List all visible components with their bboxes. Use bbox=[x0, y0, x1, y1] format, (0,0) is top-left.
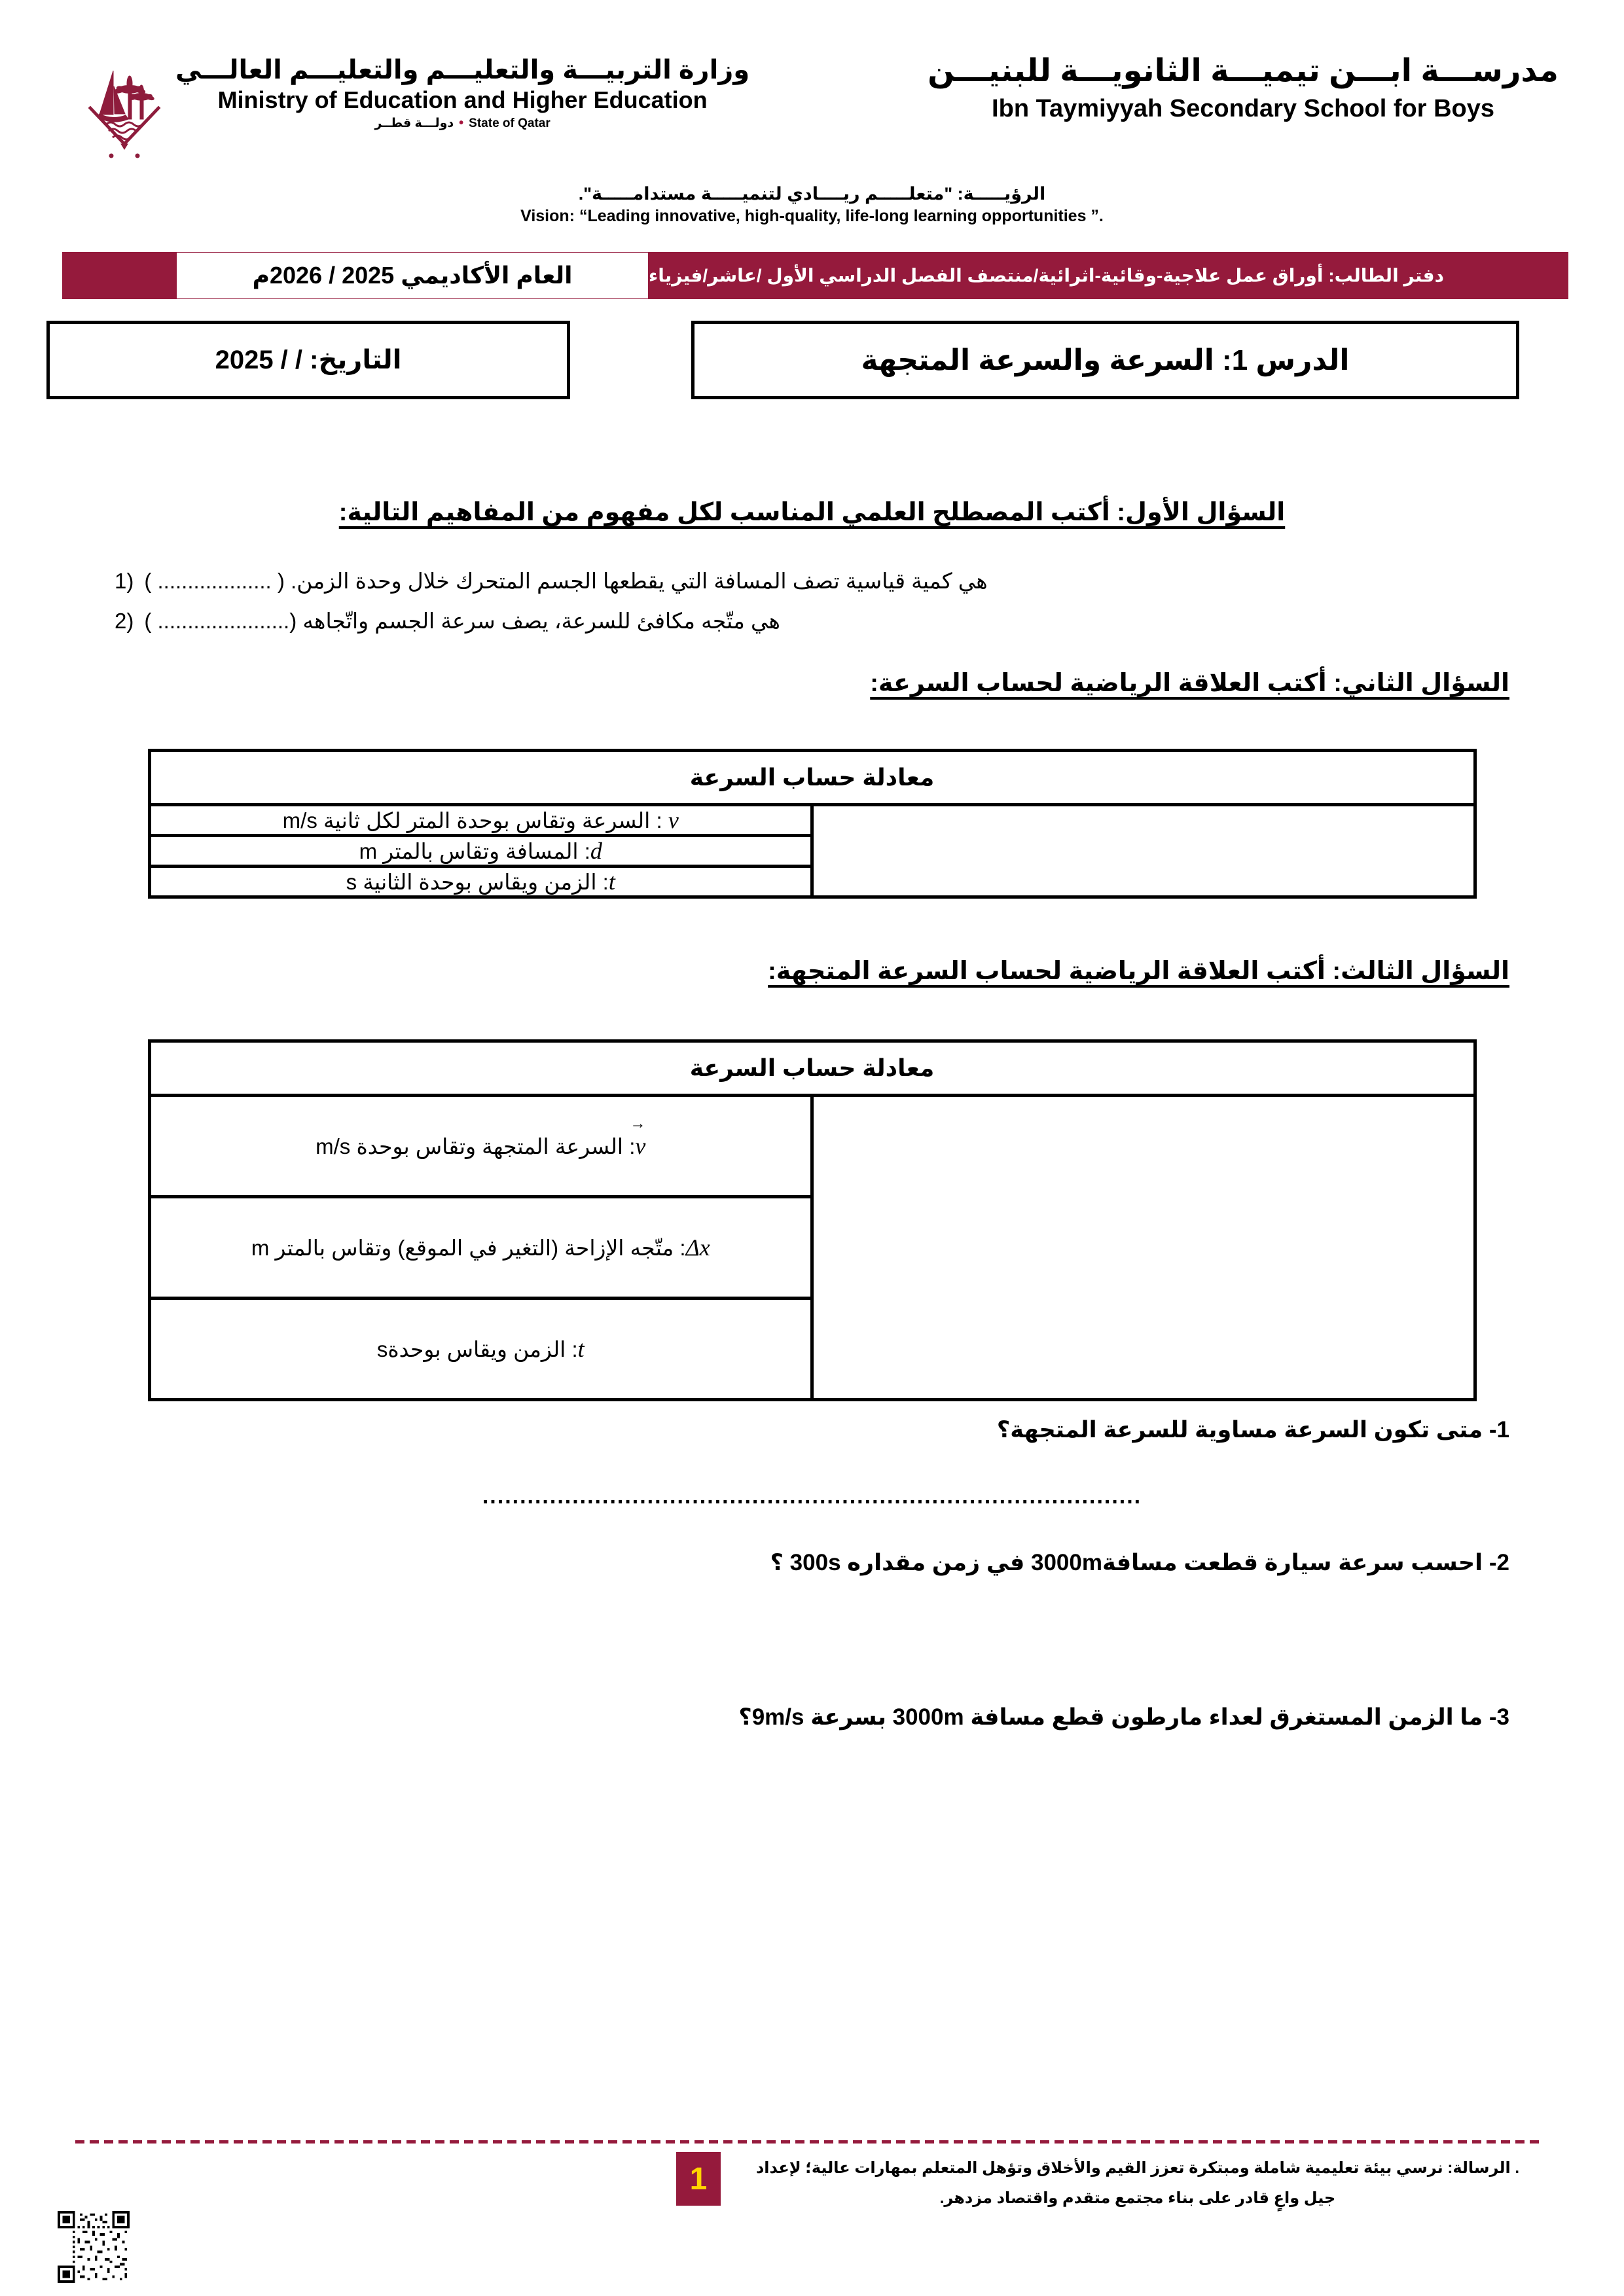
school-name-arabic: مدرســـة ابـــن تيميـــة الثانويـــة للبنيـــن bbox=[928, 54, 1559, 88]
symbol-t: t bbox=[577, 1336, 585, 1363]
lesson-title-box bbox=[691, 321, 1519, 399]
answer-cell-speed-formula[interactable] bbox=[812, 805, 1475, 897]
variable-row-v bbox=[149, 805, 812, 836]
date-value[interactable]: / / 2025 bbox=[215, 346, 303, 374]
state-name-english: State of Qatar bbox=[469, 116, 550, 130]
question1-heading: السؤال الأول: أكتب المصطلح العلمي المناسب لكل مفهوم من المفاهيم التالية: bbox=[338, 499, 1286, 526]
variable-description: : الزمن ويقاس بوحدةs bbox=[376, 1337, 578, 1362]
table-row bbox=[149, 805, 1475, 836]
variable-row-t bbox=[149, 867, 812, 897]
list-item bbox=[115, 601, 1509, 641]
exercise-number: 2- bbox=[1489, 1550, 1509, 1576]
concept-number: 1) bbox=[115, 569, 134, 593]
exercise-text: ما الزمن المستغرق لعداء مارطون قطع مسافة 3000m بسرعة 9m/s؟ bbox=[738, 1704, 1483, 1731]
exercise-number: 3- bbox=[1489, 1704, 1509, 1731]
banner-title: دفتر الطالب: أوراق عمل علاجية-وقائية-اثرائية/منتصف الفصل الدراسي الأول /عاشر/فيزياء bbox=[648, 265, 1444, 286]
academic-year-label: العام الأكاديمي 2025 / 2026م bbox=[252, 262, 573, 289]
answer-space-2[interactable] bbox=[115, 1576, 1509, 1704]
variable-description: : المسافة وتقاس بالمتر m bbox=[359, 839, 590, 864]
table-header-cell: معادلة حساب السرعة bbox=[149, 751, 1475, 805]
answer-space-3[interactable] bbox=[115, 1731, 1509, 1861]
variable-description: : متّجه الإزاحة (التغير في الموقع) وتقاس بالمتر m bbox=[251, 1236, 686, 1261]
exercise-item-3 bbox=[115, 1704, 1509, 1731]
state-name-arabic: دولـــة قطــر bbox=[374, 117, 454, 131]
page-number-badge: 1 bbox=[676, 2152, 721, 2206]
school-name-english: Ibn Taymiyyah Secondary School for Boys bbox=[992, 94, 1494, 122]
ministry-name-english: Ministry of Education and Higher Education bbox=[217, 86, 708, 113]
date-label: التاريخ: / / 2025 bbox=[215, 346, 402, 374]
qatar-state-emblem-icon bbox=[85, 46, 164, 167]
variable-row-t2 bbox=[149, 1299, 812, 1400]
symbol-d: d bbox=[590, 838, 602, 865]
symbol-v: v bbox=[668, 807, 679, 834]
date-box[interactable] bbox=[46, 321, 570, 399]
school-identity bbox=[928, 46, 1559, 124]
symbol-delta-x: Δx bbox=[685, 1234, 710, 1261]
list-item bbox=[115, 561, 1509, 601]
vision-english: Vision: “Leading innovative, high-quality, life-long learning opportunities ”. bbox=[520, 207, 1104, 225]
variable-description: : الزمن ويقاس بوحدة الثانية s bbox=[346, 870, 609, 895]
symbol-t: t bbox=[608, 869, 615, 895]
document-footer bbox=[0, 2126, 1624, 2296]
variable-row-vector-v bbox=[149, 1096, 812, 1197]
exercise-number: 1- bbox=[1489, 1417, 1509, 1443]
table-header-cell: معادلة حساب السرعة bbox=[149, 1041, 1475, 1096]
title-row bbox=[0, 321, 1624, 399]
separator-dot-icon: • bbox=[459, 116, 464, 131]
symbol-vector-v: v → bbox=[635, 1132, 645, 1160]
concept-number: 2) bbox=[115, 609, 134, 634]
worksheet-body bbox=[115, 497, 1509, 1861]
table-row bbox=[149, 1041, 1475, 1096]
mission-statement: . الرسالة: نرسي بيئة تعليمية شاملة ومبتكرة تعزز القيم والأخلاق وتؤهل المتعلم بمهارات عالية؛ لإعداد جيل واعٍ قادر على بناء مجتمع متقدم واقتصاد مزدهر. bbox=[755, 2159, 1520, 2207]
velocity-equation-table bbox=[148, 1039, 1477, 1401]
table-row bbox=[149, 1096, 1475, 1197]
question3-heading: السؤال الثالث: أكتب العلاقة الرياضية لحساب السرعة المتجهة: bbox=[768, 958, 1509, 986]
vision-statement bbox=[0, 184, 1624, 226]
document-header bbox=[0, 46, 1624, 236]
variable-description: : السرعة وتقاس بوحدة المتر لكل ثانية m/s bbox=[282, 808, 668, 833]
qr-code-icon[interactable] bbox=[58, 2211, 130, 2283]
exercise-list bbox=[115, 1417, 1509, 1861]
lesson-title: الدرس 1: السرعة والسرعة المتجهة bbox=[861, 344, 1350, 376]
footer-divider bbox=[75, 2140, 1539, 2144]
question2-heading: السؤال الثاني: أكتب العلاقة الرياضية لحساب السرعة: bbox=[870, 670, 1509, 698]
concept-text: هي متّجه مكافئ للسرعة، يصف سرعة الجسم واتّجاهه (...................... ) bbox=[144, 609, 780, 634]
question1-concept-list bbox=[115, 561, 1509, 641]
answer-cell-velocity-formula[interactable] bbox=[812, 1096, 1475, 1400]
exercise-text: احسب سرعة سيارة قطعت مسافة3000m في زمن مقداره 300s ؟ bbox=[770, 1550, 1483, 1576]
exercise-item-1 bbox=[115, 1417, 1509, 1443]
concept-text: هي كمية قياسية تصف المسافة التي يقطعها الجسم المتحرك خلال وحدة الزمن. ( ................... ) bbox=[144, 569, 988, 593]
table-row bbox=[149, 751, 1475, 805]
vision-arabic: الرؤيـــــة: "متعلـــــم ريــــادي لتنميـــــة مستدامـــــة". bbox=[578, 184, 1046, 204]
ministry-identity bbox=[85, 46, 749, 167]
exercise-item-2 bbox=[115, 1550, 1509, 1576]
variable-row-d bbox=[149, 836, 812, 867]
answer-line-1[interactable]: ........................................................................................ bbox=[482, 1484, 1142, 1509]
exercise-text: متى تكون السرعة مساوية للسرعة المتجهة؟ bbox=[996, 1417, 1483, 1443]
variable-description: : السرعة المتجهة وتقاس بوحدة m/s bbox=[316, 1134, 636, 1159]
ministry-name-arabic: وزارة التربيـــة والتعليـــم والتعليـــم العالـــي bbox=[175, 56, 750, 84]
speed-equation-table bbox=[148, 749, 1477, 899]
state-of-qatar-line bbox=[175, 116, 749, 131]
variable-row-delta-x bbox=[149, 1197, 812, 1299]
